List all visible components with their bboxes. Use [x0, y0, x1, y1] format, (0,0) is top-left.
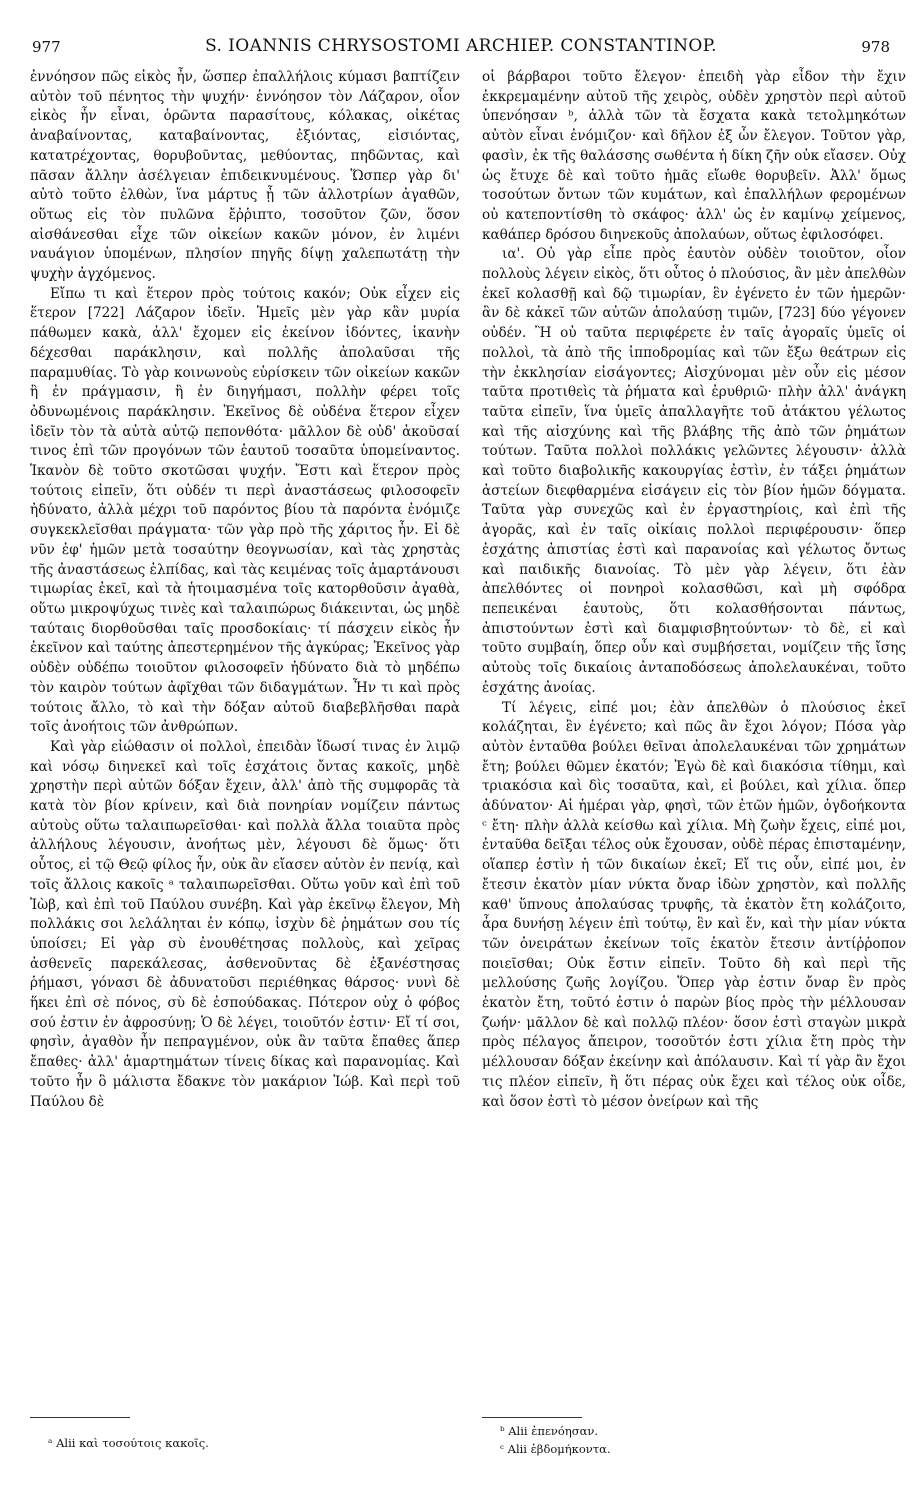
page-number-right: 978 [861, 38, 890, 56]
paragraph: Εἴπω τι καὶ ἕτερον πρὸς τούτοις κακόν; Οὐκ εἶχεν εἰς ἕτερον [722] Λάζαρον ἰδεῖν. Ἡμεῖς μὲν γὰρ κἂν μυρία πάθωμεν κακὰ, ἀλλ' ἔχομεν εἰς ἐκείνον ἰδόντες, ἱκανὴν δέχεσθαι παράκλησιν, καὶ πολλῆς ἀπολαῦσαι τῆς παραμυθίας. Τὸ γὰρ κοινωνοὺς εὑρίσκειν τῶν οἰκείων κακῶν ἢ ἐν πράγμασιν, ἢ ἐν διηγήμασι, πολλὴν φέρει τοῖς ὀδυνωμένοις παράκλησιν. Ἐκεῖνος δὲ οὐδένα ἕτερον εἶχεν ἰδεῖν τὸν τὰ αὐτὰ αὐτῷ πεπονθότα· μᾶλλον δὲ οὐδ' ἀκοῦσαί τινος ἐπὶ τῶν προγόνων τῶν ἑαυτοῦ τοσαῦτα ὑπομείναντος. Ἱκανὸν δὲ τοῦτο σκοτῶσαι ψυχήν. Ἔστι καὶ ἕτερον πρὸς τούτοις εἰπεῖν, ὅτι οὐδέν τι περὶ ἀναστάσεως φιλοσοφεῖν ἠδύνατο, ἀλλὰ μέχρι τοῦ παρόντος βίου τὰ παρόντα ἐνόμιζε συγκεκλεῖσθαι πράγματα· τῶν γὰρ πρὸ τῆς χάριτος ἦν. Εἰ δὲ νῦν ἐφ' ἡμῶν μετὰ τοσαύτην θεογνωσίαν, καὶ τὰς χρηστὰς τῆς ἀναστάσεως ἐλπίδας, καὶ τὰς κειμένας τοῖς ἁμαρτάνουσι τιμωρίας ἐκεῖ, καὶ τὰ ἡτοιμασμένα τοῖς κατορθοῦσιν ἀγαθὰ, οὕτω μικροψύχως τινὲς καὶ ταλαιπώρως διάκεινται, ὡς μηδὲ ταύταις διορθοῦσθαι ταῖς προσδοκίαις· τί πάσχειν εἰκὸς ἦν ἐκεῖνον καὶ ταύτης ἀπεστερημένον τῆς ἀγκύρας; Ἐκεῖνος γὰρ οὐδὲν οὐδέπω τοιοῦτον φιλοσοφεῖν ἠδύνατο διὰ τὸ μηδέπω τὸν καιρὸν τούτων ἀφῖχθαι τῶν διδαγμάτων. Ἦν τι καὶ πρὸς τούτοις ἄλλο, τὸ καὶ τὴν δόξαν αὐτοῦ διαβεβλῆσθαι παρὰ τοῖς ἀνοήτοις τῶν ἀνθρώπων. [30, 285, 460, 736]
right-column [482, 68, 906, 1112]
running-header [32, 34, 890, 64]
footnote: ᵇ Alii ἐπενόησαν. [500, 1424, 599, 1438]
left-column [30, 68, 460, 1112]
paragraph: ἐννόησον πῶς εἰκὸς ἦν, ὥσπερ ἐπαλλήλοις κύμασι βαπτίζειν αὐτὸν τοῦ πένητος τὴν ψυχήν· ἐννόησον τὸν Λάζαρον, οἷον εἰκὸς ἦν εἶναι, ὁρῶντα παρασίτους, κόλακας, οἰκέτας ἀναβαίνοντας, καταβαίνοντας, ἐξιόντας, εἰσιόντας, κατατρέχοντας, θορυβοῦντας, μεθύοντας, πηδῶντας, καὶ πᾶσαν ἄλλην ἀσέλγειαν ἐπιδεικνυμένους. Ὥσπερ γὰρ δι' αὐτὸ τοῦτο ἐλθὼν, ἵνα μάρτυς ᾖ τῶν ἀλλοτρίων ἀγαθῶν, οὕτως εἰς τὸν πυλῶνα ἔῤῥιπτο, τοσοῦτον ζῶν, ὅσον αἰσθάνεσθαι εἶχε τῶν οἰκείων κακῶν μόνον, ἐν λιμένι ναυάγιον ὑπομένων, πλησίον πηγῆς δίψῃ χαλεπωτάτῃ τὴν ψυχὴν ἀγχόμενος. [30, 69, 460, 283]
footnote: ᵃ Alii καὶ τοσούτοις κακοῖς. [48, 1436, 209, 1450]
footnote-divider [30, 1417, 130, 1418]
footnote-divider [482, 1417, 582, 1418]
paragraph: ια'. Οὐ γὰρ εἶπε πρὸς ἑαυτὸν οὐδὲν τοιοῦτον, οἷον πολλοὺς λέγειν εἰκὸς, ὅτι οὗτος ὁ πλούσιος, ἂν μὲν ἀπελθὼν ἐκεῖ κολασθῇ καὶ δῷ τιμωρίαν, ἓν ἐγένετο ἐν τῶν ἡμερῶν· ἂν δὲ κἀκεῖ τῶν αὐτῶν ἀπολαύσῃ τιμῶν, [723] δύο γέγονεν οὐδέν. Ἢ οὐ ταῦτα περιφέρετε ἐν ταῖς ἀγοραῖς ὑμεῖς οἱ πολλοὶ, τὰ ἀπὸ τῆς ἱπποδρομίας καὶ τῶν ἔξω θεάτρων εἰς τὴν ἐκκλησίαν εἰσάγοντες; Αἰσχύνομαι μὲν οὖν εἰς μέσον ταῦτα προτιθεὶς τὰ ῥήματα καὶ ἐρυθριῶ· πλὴν ἀλλ' ἀνάγκη ταῦτα εἰπεῖν, ἵνα ὑμεῖς ἀπαλλαγῆτε τοῦ ἀτάκτου γέλωτος καὶ τῆς αἰσχύνης καὶ τῆς βλάβης τῆς ἀπὸ τῶν ῥημάτων τούτων. Ταῦτα πολλοὶ πολλάκις γελῶντες λέγουσιν· ἀλλὰ καὶ τοῦτο διαβολικῆς κακουργίας ἐστὶν, ἐν τάξει ῥημάτων ἀστείων διεφθαρμένα εἰσάγειν εἰς τὸν βίον ἡμῶν δόγματα. Ταῦτα γὰρ συνεχῶς καὶ ἐν ἐργαστηρίοις, καὶ ἐπὶ τῆς ἀγορᾶς, καὶ ἐν ταῖς οἰκίαις πολλοὶ περιφέρουσιν· ὅπερ ἐσχάτης ἀπιστίας ἐστὶ καὶ παρανοίας καὶ γέλωτος ὄντως καὶ παιδικῆς διανοίας. Τὸ μὲν γὰρ λέγειν, ὅτι ἐὰν ἀπελθόντες οἱ πονηροὶ κολασθῶσι, καὶ μὴ σφόδρα πεπεικέναι ἑαυτοὺς, ὅτι κολασθήσονται πάντως, ἀπιστούντων ἐστὶ καὶ διαμφισβητούντων· τὸ δὲ, εἰ καὶ τοῦτο συμβαίη, ὅπερ οὖν καὶ συμβήσεται, νομίζειν τῆς ἴσης αὐτοὺς τοῖς δικαίοις ἀνταποδόσεως ἀπολελαυκέναι, τοῦτο ἐσχάτης ἀνοίας. [482, 246, 906, 696]
paragraph: Τί λέγεις, εἰπέ μοι; ἐὰν ἀπελθὼν ὁ πλούσιος ἐκεῖ κολάζηται, ἓν ἐγένετο; καὶ πῶς ἂν ἔχοι λόγον; Πόσα γὰρ αὐτὸν ἐνταῦθα βούλει θεῖναι ἀπολελαυκέναι τῶν χρημάτων ἔτη; βούλει θῶμεν ἑκατόν; Ἐγὼ δὲ καὶ διακόσια τίθημι, καὶ τριακόσια καὶ δὶς τοσαῦτα, καὶ, εἰ βούλει, καὶ χίλια. ὅπερ ἀδύνατον· Αἱ ἡμέραι γὰρ, φησὶ, τῶν ἐτῶν ἡμῶν, ὀγδοήκοντα ᶜ ἔτη· πλὴν ἀλλὰ κείσθω καὶ χίλια. Μὴ ζωὴν ἔχεις, εἰπέ μοι, ἐνταῦθα δεῖξαι τέλος οὐκ ἔχουσαν, οὐδὲ πέρας ἐπισταμένην, οἵαπερ ἐστὶν ἡ τῶν δικαίων ἐκεῖ; Εἴ τις οὖν, εἰπέ μοι, ἐν ἔτεσιν ἑκατὸν μίαν νύκτα ὄναρ ἰδὼν χρηστὸν, καὶ πολλῆς καθ' ὕπνους ἀπολαύσας τρυφῆς, τὰ ἑκατὸν ἔτη κολάζοιτο, ἆρα δυνήσῃ λέγειν ἐπὶ τούτῳ, ἓν καὶ ἕν, καὶ τὴν μίαν νύκτα τῶν ὀνειράτων ἐκείνων τοῖς ἑκατὸν ἔτεσιν ἀντίῤῥοπον ποιεῖσθαι; Οὐκ ἔστιν εἰπεῖν. Τοῦτο δὴ καὶ περὶ τῆς μελλούσης ζωῆς λογίζου. Ὅπερ γὰρ ἐστιν ὄναρ ἓν πρὸς ἑκατὸν ἔτη, τοῦτό ἐστιν ὁ παρὼν βίος πρὸς τὴν μέλλουσαν ζωήν· μᾶλλον δὲ καὶ πολλῷ πλέον· ὅσον ἐστὶ σταγὼν μικρὰ πρὸς πέλαγος ἄπειρον, τοσοῦτόν ἐστι χίλια ἔτη πρὸς τὴν μέλλουσαν δόξαν ἐκείνην καὶ ἀπόλαυσιν. Καὶ τί γὰρ ἂν ἔχοι τις πλέον εἰπεῖν, ἢ ὅτι πέρας οὐκ ἔχει καὶ τέλος οὐκ οἶδε, καὶ ὅσον ἐστὶ τὸ μέσον ὀνείρων καὶ τῆς [482, 699, 906, 1110]
running-title: S. IOANNIS CHRYSOSTOMI ARCHIEP. CONSTANTINOP. [205, 36, 717, 56]
page-number-left: 977 [32, 38, 61, 56]
footnote: ᶜ Alii ἑβδομήκοντα. [500, 1442, 611, 1456]
paragraph: οἱ βάρβαροι τοῦτο ἔλεγον· ἐπειδὴ γὰρ εἶδον τὴν ἔχιν ἐκκρεμαμένην αὐτοῦ τῆς χειρὸς, οὐδὲν χρηστὸν περὶ αὐτοῦ ὑπενόησαν ᵇ, ἀλλὰ τῶν τὰ ἔσχατα κακὰ τετολμηκότων αὐτὸν εἶναι ἐνόμιζον· καὶ δῆλον ἐξ ὧν ἔλεγον. Τοῦτον γὰρ, φασὶν, ἐκ τῆς θαλάσσης σωθέντα ἡ δίκη ζῆν οὐκ εἴασεν. Οὐχ ὡς ἔτυχε δὲ καὶ τοῦτο ἡμᾶς εἴωθε θορυβεῖν. Ἀλλ' ὅμως τοσούτων ὄντων τῶν κυμάτων, καὶ ἐπαλλήλων φερομένων οὐ κατεποντίσθη τὸ σκάφος· ἀλλ' ὡς ἐν καμίνῳ χείμενος, καθάπερ δρόσου διηνεκοῦς ἀπολαύων, οὕτως ἐφιλοσόφει. [482, 69, 906, 243]
paragraph: Καὶ γὰρ εἰώθασιν οἱ πολλοὶ, ἐπειδὰν ἴδωσί τινας ἐν λιμῷ καὶ νόσῳ διηνεκεῖ καὶ τοῖς ἐσχάτοις ὄντας κακοῖς, μηδὲ χρηστὴν περὶ αὐτῶν δόξαν ἔχειν, ἀλλ' ἀπὸ τῆς συμφορᾶς τὰ κατὰ τὸν βίον κρίνειν, καὶ διὰ πονηρίαν νομίζειν πάντως αὐτοὺς οὕτω ταλαιπωρεῖσθαι· καὶ πολλὰ ἄλλα τοιαῦτα πρὸς ἀλλήλους λέγουσιν, ἀνοήτως μὲν, λέγουσι δὲ ὅμως· ὅτι οὗτος, εἰ τῷ Θεῷ φίλος ἦν, οὐκ ἂν εἴασεν αὐτὸν ἐν πενίᾳ, καὶ τοῖς ἄλλοις κακοῖς ᵃ ταλαιπωρεῖσθαι. Οὕτω γοῦν καὶ ἐπὶ τοῦ Ἰὼβ, καὶ ἐπὶ τοῦ Παύλου συνέβη. Καὶ γὰρ ἐκεῖνῳ ἔλεγον, Μὴ πολλάκις σοι λελάληται ἐν κόπῳ, ἰσχὺν δὲ ῥημάτων σου τίς ὑποίσει; Εἰ γὰρ σὺ ἐνουθέτησας πολλοὺς, καὶ χεῖρας ἀσθενεῖς παρεκάλεσας, ἀσθενοῦντας δὲ ἐξανέστησας ῥήμασι, γόνασι δὲ ἀδυνατοῦσι περιέθηκας θάρσος· νυνὶ δὲ ἥκει ἐπὶ σὲ πόνος, σὺ δὲ ἐσπούδακας. Πότερον οὐχ ὁ φόβος σού ἐστιν ἐν ἀφροσύνῃ; Ὁ δὲ λέγει, τοιοῦτόν ἐστιν· Εἴ τί σοι, φησὶν, ἀγαθὸν ἦν πεπραγμένον, οὐκ ἂν ταῦτα ἔπαθες ἅπερ ἔπαθες· ἀλλ' ἁμαρτημάτων τίνεις δίκας καὶ παρανομίας. Καὶ τοῦτο ἦν ὃ μάλιστα ἔδακνε τὸν μακάριον Ἰώβ. Καὶ περὶ τοῦ Παύλου δὲ [30, 738, 460, 1110]
